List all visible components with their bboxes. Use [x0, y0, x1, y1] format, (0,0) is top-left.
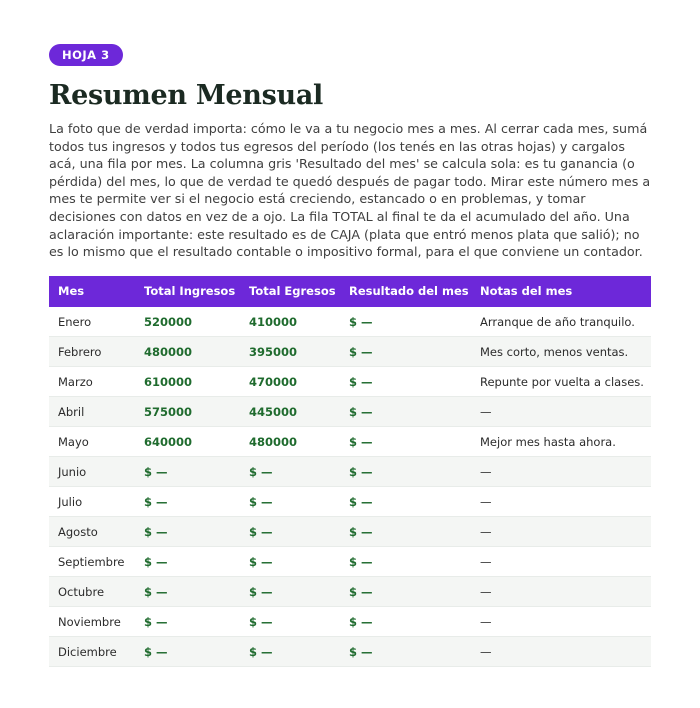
cell-resultado: $ — [340, 577, 471, 607]
table-row [49, 367, 651, 397]
cell-total-egresos[interactable]: 395000 [240, 337, 340, 367]
table-row [49, 607, 651, 637]
cell-total-ingresos[interactable]: $ — [135, 607, 240, 637]
cell-total-egresos[interactable]: 445000 [240, 397, 340, 427]
cell-total-egresos[interactable]: $ — [240, 547, 340, 577]
table-header-row [49, 276, 651, 307]
cell-total-egresos[interactable]: $ — [240, 607, 340, 637]
cell-month: Noviembre [49, 607, 135, 637]
table-row [49, 487, 651, 517]
table-row [49, 457, 651, 487]
cell-month: Abril [49, 397, 135, 427]
cell-notas[interactable]: Repunte por vuelta a clases. [471, 367, 651, 397]
cell-resultado: $ — [340, 547, 471, 577]
cell-total-ingresos[interactable]: $ — [135, 487, 240, 517]
cell-resultado: $ — [340, 337, 471, 367]
table-row [49, 397, 651, 427]
cell-resultado: $ — [340, 397, 471, 427]
header-mes: Mes [49, 276, 135, 307]
table-row [49, 517, 651, 547]
cell-notas[interactable]: — [471, 637, 651, 667]
cell-month: Febrero [49, 337, 135, 367]
cell-total-ingresos[interactable]: 575000 [135, 397, 240, 427]
cell-total-ingresos[interactable]: 480000 [135, 337, 240, 367]
cell-resultado: $ — [340, 427, 471, 457]
monthly-summary-table [49, 276, 651, 668]
cell-total-ingresos[interactable]: $ — [135, 637, 240, 667]
cell-total-egresos[interactable]: 470000 [240, 367, 340, 397]
cell-resultado: $ — [340, 367, 471, 397]
header-total-ingresos: Total Ingresos [135, 276, 240, 307]
cell-notas[interactable]: Mejor mes hasta ahora. [471, 427, 651, 457]
cell-notas[interactable]: — [471, 517, 651, 547]
table-row [49, 427, 651, 457]
cell-notas[interactable]: — [471, 577, 651, 607]
cell-month: Junio [49, 457, 135, 487]
cell-month: Mayo [49, 427, 135, 457]
cell-total-egresos[interactable]: 410000 [240, 307, 340, 337]
table-row [49, 637, 651, 667]
table-row [49, 577, 651, 607]
intro-paragraph: La foto que de verdad importa: cómo le va a tu negocio mes a mes. Al cerrar cada mes, sumá todos tus ingresos y todos tus egresos del período (los tenés en las otras hojas) y cargalos acá, una fila por mes. La columna gris 'Resultado del mes' se calcula sola: es tu ganancia (o pérdida) del mes, lo que de verdad te quedó después de pagar todo. Mirar este número mes a mes te permite ver si el negocio está creciendo, estancado o en problemas, y tomar decisiones con datos en vez de a ojo. La fila TOTAL al final te da el acumulado del año. Una aclaración importante: este resultado es de CAJA (plata que entró menos plata que salió); no es lo mismo que el resultado contable o impositivo formal, para el que conviene un contador. [49, 121, 651, 260]
cell-total-ingresos[interactable]: 610000 [135, 367, 240, 397]
cell-total-ingresos[interactable]: $ — [135, 547, 240, 577]
cell-total-ingresos[interactable]: $ — [135, 577, 240, 607]
cell-month: Julio [49, 487, 135, 517]
cell-notas[interactable]: Mes corto, menos ventas. [471, 337, 651, 367]
header-resultado: Resultado del mes [340, 276, 471, 307]
cell-resultado: $ — [340, 607, 471, 637]
cell-resultado: $ — [340, 517, 471, 547]
sheet-badge: HOJA 3 [49, 44, 123, 66]
cell-total-egresos[interactable]: $ — [240, 487, 340, 517]
header-notas: Notas del mes [471, 276, 651, 307]
cell-resultado: $ — [340, 487, 471, 517]
cell-notas[interactable]: Arranque de año tranquilo. [471, 307, 651, 337]
header-total-egresos: Total Egresos [240, 276, 340, 307]
cell-total-ingresos[interactable]: $ — [135, 517, 240, 547]
cell-month: Enero [49, 307, 135, 337]
table-row [49, 547, 651, 577]
cell-total-egresos[interactable]: 480000 [240, 427, 340, 457]
cell-total-ingresos[interactable]: $ — [135, 457, 240, 487]
cell-total-ingresos[interactable]: 640000 [135, 427, 240, 457]
cell-notas[interactable]: — [471, 487, 651, 517]
table-row [49, 307, 651, 337]
cell-resultado: $ — [340, 307, 471, 337]
page-title: Resumen Mensual [49, 80, 324, 111]
cell-total-egresos[interactable]: $ — [240, 637, 340, 667]
cell-total-ingresos[interactable]: 520000 [135, 307, 240, 337]
cell-notas[interactable]: — [471, 607, 651, 637]
cell-total-egresos[interactable]: $ — [240, 457, 340, 487]
cell-notas[interactable]: — [471, 457, 651, 487]
cell-month: Agosto [49, 517, 135, 547]
cell-total-egresos[interactable]: $ — [240, 517, 340, 547]
cell-month: Diciembre [49, 637, 135, 667]
cell-month: Marzo [49, 367, 135, 397]
cell-month: Septiembre [49, 547, 135, 577]
table-row [49, 337, 651, 367]
cell-notas[interactable]: — [471, 397, 651, 427]
cell-month: Octubre [49, 577, 135, 607]
cell-resultado: $ — [340, 637, 471, 667]
cell-notas[interactable]: — [471, 547, 651, 577]
cell-resultado: $ — [340, 457, 471, 487]
cell-total-egresos[interactable]: $ — [240, 577, 340, 607]
